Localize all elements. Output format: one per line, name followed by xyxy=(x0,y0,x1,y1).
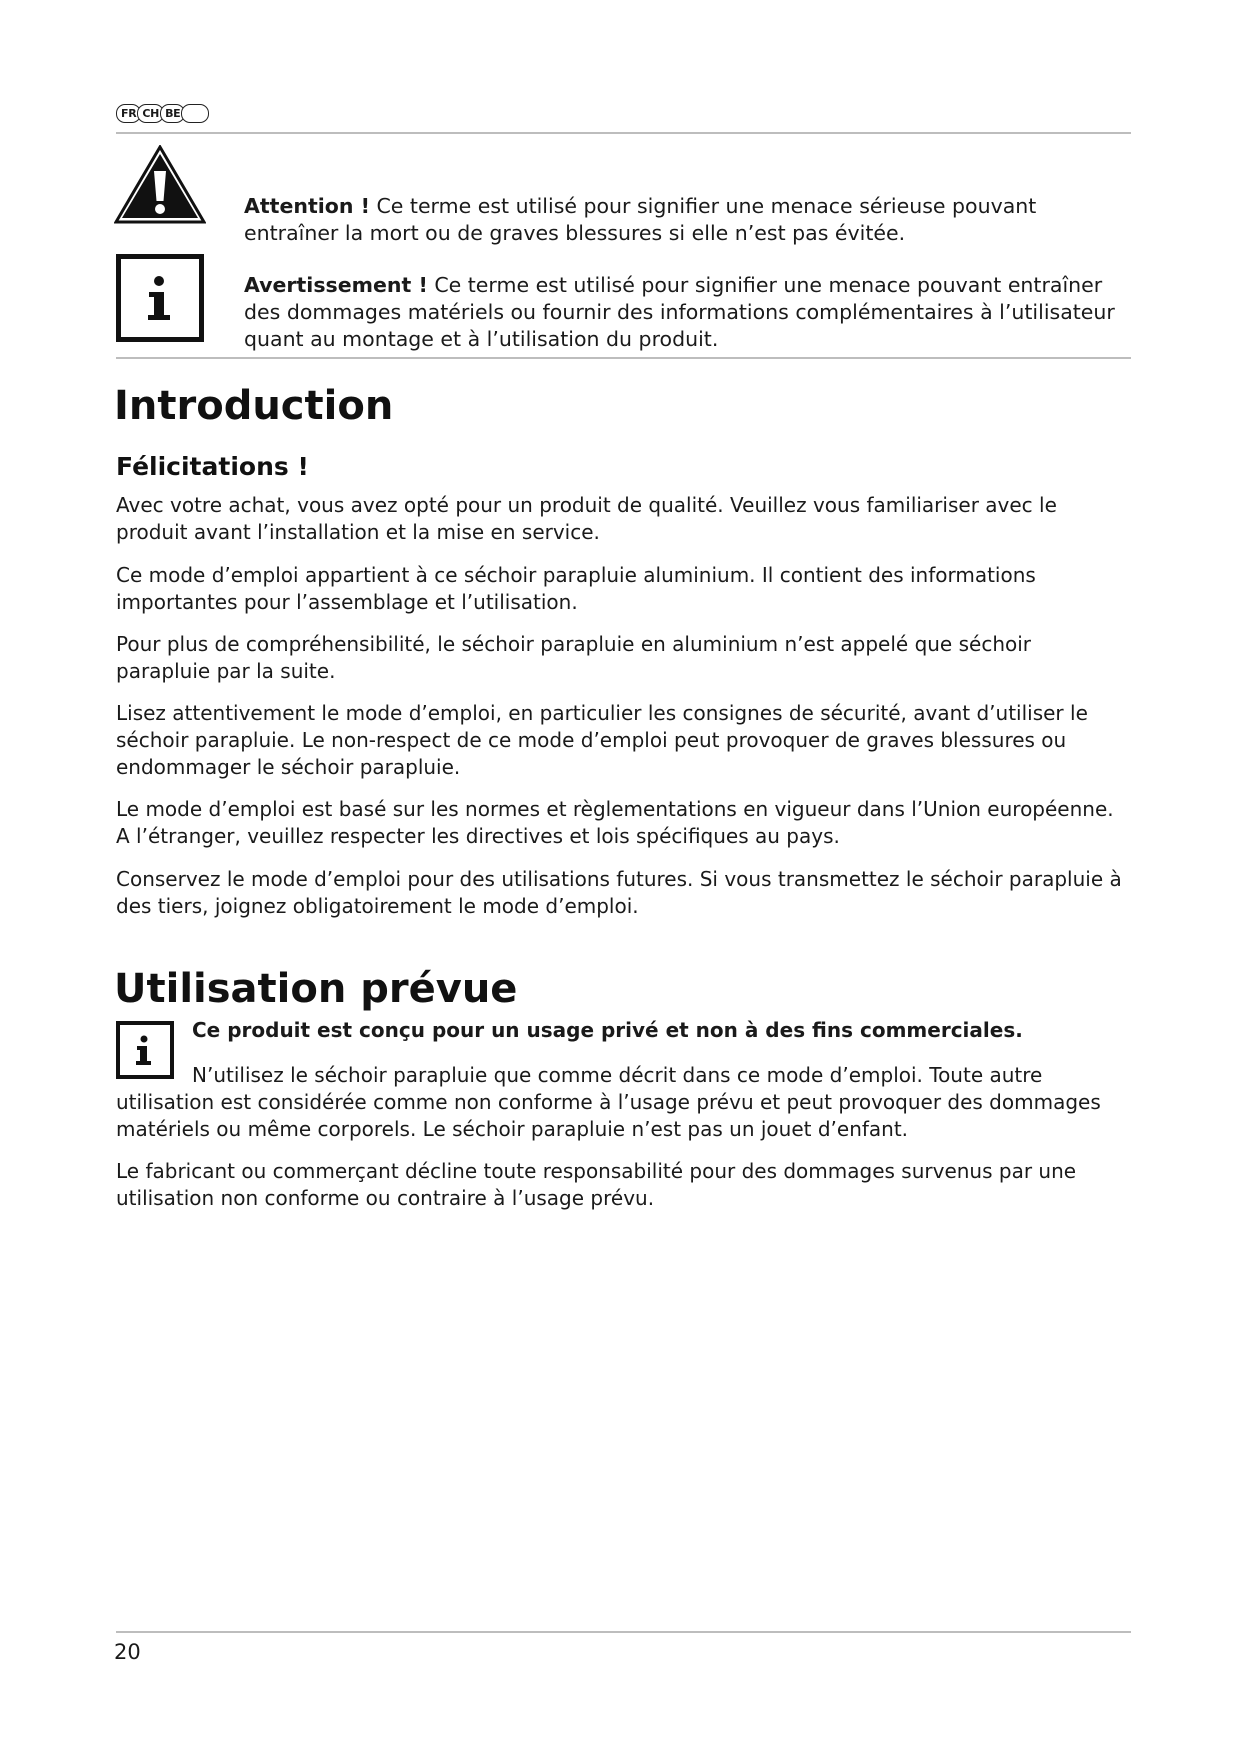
intended-use-paragraph: Le fabricant ou commerçant décline toute responsabilité pour des dommages survenus par une utilisation non conforme ou contraire à l’usage prévu. xyxy=(116,1159,1077,1210)
attention-text: Ce terme est utilisé pour signifier une menace sérieuse pouvant entraîner la mort ou de graves blessures si elle n’est pas évitée. xyxy=(244,193,1037,245)
attention-label: Attention ! xyxy=(244,193,370,218)
country-tag-fr: FR xyxy=(116,104,141,123)
introduction-title: Introduction xyxy=(114,383,394,429)
header-divider xyxy=(116,132,1131,134)
attention-notice xyxy=(244,193,1134,247)
warning-label: Avertissement ! xyxy=(244,272,428,297)
intended-use-paragraph: N’utilisez le séchoir parapluie que comme décrit dans ce mode d’emploi. Toute autre utilisation est considérée comme non conforme à l’usage prévu et peut provoquer des dommages matériels ou même corporels. Le séchoir parapluie n’est pas un jouet d’enfant. xyxy=(116,1063,1101,1141)
info-icon xyxy=(116,254,204,342)
country-tag-empty xyxy=(181,104,209,123)
warning-text: Ce terme est utilisé pour signifier une menace pouvant entraîner des dommages matériels ou fournir des informations complémentaires à l’utilisateur quant au montage et à l’utilisation du produit. xyxy=(244,272,1115,351)
intended-use-title: Utilisation prévue xyxy=(114,966,518,1012)
country-tag-be: BE xyxy=(160,104,185,123)
warning-triangle-icon xyxy=(114,145,206,225)
intro-paragraph: Le mode d’emploi est basé sur les normes et règlementations en vigueur dans l’Union européenne. A l’étranger, veuillez respecter les directives et lois spécifiques au pays. xyxy=(116,797,1114,848)
warning-notice xyxy=(244,272,1134,353)
notices-divider xyxy=(116,357,1131,359)
footer-divider xyxy=(116,1631,1131,1633)
intro-paragraph: Conservez le mode d’emploi pour des utilisations futures. Si vous transmettez le séchoir parapluie à des tiers, joignez obligatoirement le mode d’emploi. xyxy=(116,867,1122,918)
intro-paragraph: Avec votre achat, vous avez opté pour un produit de qualité. Veuillez vous familiariser avec le produit avant l’installation et la mise en service. xyxy=(116,493,1057,544)
congratulations-subtitle: Félicitations ! xyxy=(116,452,309,481)
page-number: 20 xyxy=(114,1640,141,1664)
intended-use-note: Ce produit est conçu pour un usage privé et non à des fins commerciales. xyxy=(192,1018,1023,1042)
country-tags xyxy=(116,104,205,123)
intro-paragraph: Ce mode d’emploi appartient à ce séchoir parapluie aluminium. Il contient des informations importantes pour l’assemblage et l’utilisation. xyxy=(116,563,1036,614)
country-tag-ch: CH xyxy=(137,104,164,123)
intro-paragraph: Pour plus de compréhensibilité, le séchoir parapluie en aluminium n’est appelé que séchoir parapluie par la suite. xyxy=(116,632,1032,683)
intro-paragraph: Lisez attentivement le mode d’emploi, en particulier les consignes de sécurité, avant d’utiliser le séchoir parapluie. Le non-respect de ce mode d’emploi peut provoquer de graves blessures ou endommager le séchoir parapluie. xyxy=(116,701,1088,779)
